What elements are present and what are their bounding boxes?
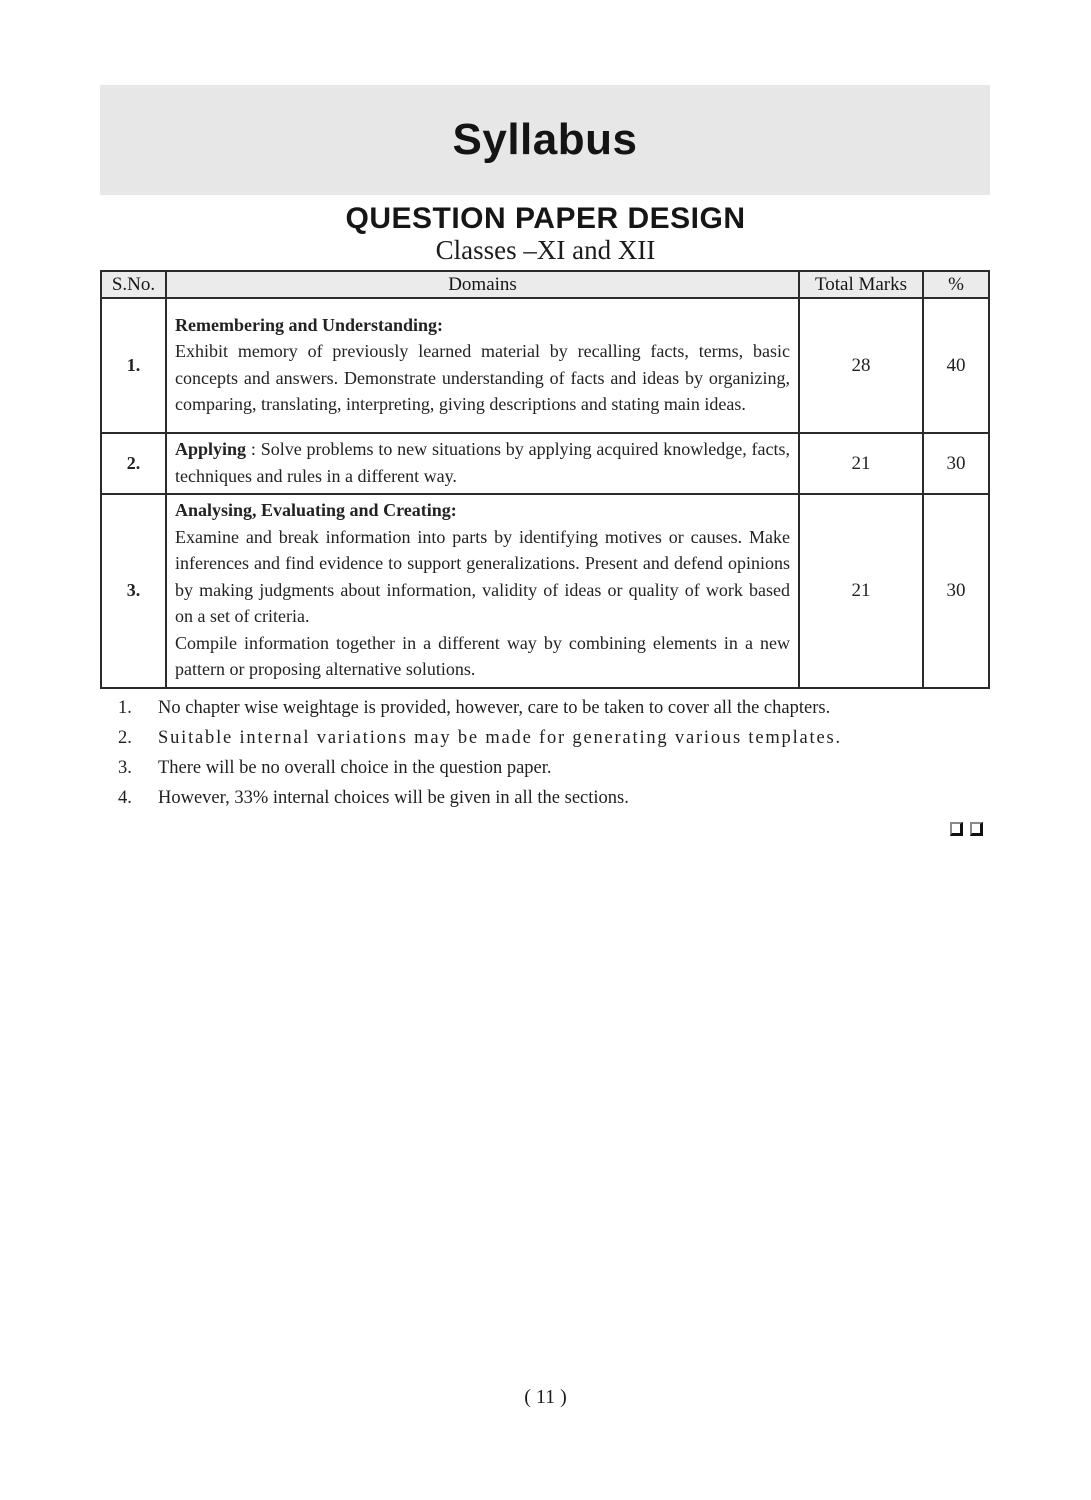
row-sno: 3. [101, 494, 166, 688]
list-item [118, 693, 978, 723]
header-domains: Domains [166, 271, 799, 298]
domain-paragraph: Exhibit memory of previously learned material by recalling facts, terms, basic concepts and answers. Demonstrate understanding of facts and ideas by organizing, comparing, translating, interpreting, giving descriptions and stating main ideas. [175, 341, 790, 414]
note-text: No chapter wise weightage is provided, however, care to be taken to cover all the chapters. [158, 698, 831, 718]
row-sno: 2. [101, 433, 166, 494]
domain-title-inline: Applying [175, 439, 247, 459]
header-sno: S.No. [101, 271, 166, 298]
note-number: 1. [118, 698, 132, 718]
row-total-marks: 21 [799, 494, 923, 688]
table-header-row [101, 271, 989, 298]
row-total-marks: 21 [799, 433, 923, 494]
domain-title: Analysing, Evaluating and Creating: [175, 500, 457, 520]
shadowed-square-icon [950, 822, 963, 836]
row-percent: 40 [923, 298, 989, 433]
list-item [118, 783, 978, 813]
note-text: However, 33% internal choices will be given in all the sections. [158, 788, 629, 808]
note-number: 2. [118, 728, 132, 748]
syllabus-banner [100, 85, 990, 195]
end-of-section-marker [950, 822, 983, 836]
header-total-marks: Total Marks [799, 271, 923, 298]
note-number: 3. [118, 758, 132, 778]
header-percent: % [923, 271, 989, 298]
row-domain-cell [166, 433, 799, 494]
table-row [101, 298, 989, 433]
row-domain-cell [166, 298, 799, 433]
list-item [118, 753, 978, 783]
domain-text: : Solve problems to new situations by applying acquired knowledge, facts, techniques and rules in a different way. [175, 439, 790, 486]
page-subtitle: Classes –XI and XII [435, 235, 656, 265]
notes-list [118, 693, 978, 813]
shadowed-square-icon [970, 822, 983, 836]
domain-title: Remembering and Understanding: [175, 314, 444, 335]
note-text: Suitable internal variations may be made for generating various templates. [158, 728, 842, 748]
list-item [118, 723, 978, 753]
domain-paragraph [175, 436, 790, 489]
note-text: There will be no overall choice in the question paper. [158, 758, 552, 778]
banner-title: Syllabus [452, 115, 638, 164]
row-total-marks: 28 [799, 298, 923, 433]
row-sno: 1. [101, 298, 166, 433]
page-title: QUESTION PAPER DESIGN [345, 202, 746, 235]
domain-paragraph: Examine and break information into parts by identifying motives or causes. Make inferences and find evidence to support generalizations. Present and defend opinions by making judgments about information, validity of ideas or quality of work based on a set of criteria. [175, 526, 790, 626]
row-percent: 30 [923, 433, 989, 494]
note-number: 4. [118, 788, 132, 808]
page-number: ( 11 ) [524, 1386, 567, 1408]
row-percent: 30 [923, 494, 989, 688]
question-paper-design-table [100, 270, 990, 689]
table-row [101, 433, 989, 494]
table-row [101, 494, 989, 688]
domain-paragraph: Compile information together in a different way by combining elements in a new pattern or proposing alternative solutions. [175, 632, 790, 679]
row-domain-cell [166, 494, 799, 688]
